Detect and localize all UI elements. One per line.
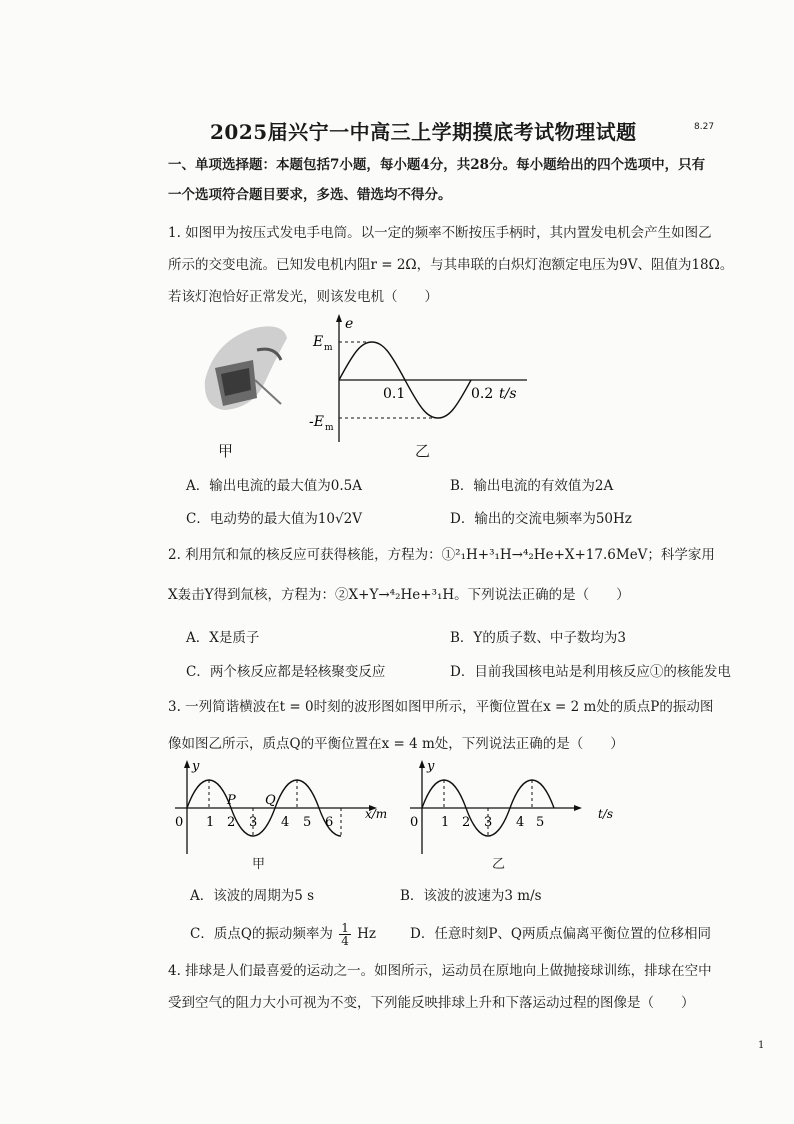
q1-line2: 所示的交变电流。已知发电机内阻r = 2Ω，与其串联的白炽灯泡额定电压为9V、阻值为18Ω。 [168,257,734,273]
svg-text:1: 1 [206,815,215,830]
page-title: 2025届兴宁一中高三上学期摸底考试物理试题 [210,120,637,144]
q2-option-c: C．两个核反应都是轻核聚变反应 [186,664,386,680]
q1-t-unit: t/s [499,386,517,402]
q1-option-b: B．输出电流的有效值为2A [450,478,614,494]
q1-y-arrow [336,314,342,322]
q1-em-label: E [313,334,324,350]
q1-y-label: e [345,316,354,332]
q1-fig-jia-label: 甲 [218,442,234,460]
svg-text:y: y [192,759,200,774]
q2-option-a: A．X是质子 [186,630,260,646]
q1-line3: 若该灯泡恰好正常发光，则该发电机（ ） [168,289,438,305]
q3-fig-yi-label: 乙 [492,857,506,872]
page-number: 1 [758,1040,765,1051]
q1-neg-em-label: -E [309,414,324,430]
svg-text:0: 0 [410,815,419,830]
svg-text:x/m: x/m [365,807,388,821]
q2-option-b: B．Y的质子数、中子数均为3 [450,630,626,646]
q1-line1: 1. 如图甲为按压式发电手电筒。以一定的频率不断按压手柄时，其内置发电机会产生如图乙 [168,225,712,241]
flashlight-photo [195,320,295,420]
q1-tick-02: 0.2 [471,386,494,402]
q1-option-d: D．输出的交流电频率为50Hz [450,511,632,527]
q3-point-p: P [227,793,236,808]
q2-option-d: D．目前我国核电站是利用核反应①的核能发电 [450,664,731,680]
q1-option-c: C．电动势的最大值为10√2V [186,511,362,527]
q3-vibration-graph [400,758,630,858]
svg-text:1: 1 [441,815,450,830]
q1-option-a: A．输出电流的最大值为0.5A [186,478,362,494]
q1-em-sub: m [324,343,333,353]
q3-fig-jia-label: 甲 [252,857,266,872]
q2-line1: 2. 利用氘和氚的核反应可获得核能，方程为：①²₁H+³₁H→⁴₂He+X+17.6MeV；科学家用 [168,547,715,563]
date-note: 8.27 [694,122,715,132]
q3-option-b: B．该波的波速为3 m/s [400,888,542,904]
q1-tick-01: 0.1 [383,386,406,402]
q3-option-c: C．质点Q的振动频率为 $\frac{1}{4}$ Hz [190,921,377,948]
svg-text:3: 3 [249,815,258,830]
q3-option-a: A．该波的周期为5 s [190,888,315,904]
svg-text:4: 4 [281,815,290,830]
svg-text:6: 6 [325,815,334,830]
section-heading-line2: 一个选项符合题目要求，多选、错选均不得分。 [168,187,452,203]
q3-line2: 像如图乙所示，质点Q的平衡位置在x = 4 m处，下列说法正确的是（ ） [168,736,624,752]
q4-line1: 4. 排球是人们最喜爱的运动之一。如图所示，运动员在原地向上做抛接球训练，排球在空中 [168,963,712,979]
q3-line1: 3. 一列简谐横波在t = 0时刻的波形图如图甲所示，平衡位置在x = 2 m处的质点P的振动图 [168,699,714,715]
svg-text:3: 3 [484,815,493,830]
svg-text:t/s: t/s [598,807,614,821]
q4-line2: 受到空气的阻力大小可视为不变，下列能反映排球上升和下落运动过程的图像是（ ） [168,995,695,1011]
q1-fig-yi-label: 乙 [415,442,431,460]
svg-text:5: 5 [536,815,545,830]
q2-line2: X轰击Y得到氚核，方程为：②X+Y→⁴₂He+³₁H。下列说法正确的是（ ） [168,587,630,603]
svg-text:0: 0 [175,815,184,830]
svg-text:2: 2 [462,815,471,830]
q3-point-q: Q [265,793,276,808]
section-heading-line1: 一、单项选择题：本题包括7小题，每小题4分，共28分。每小题给出的四个选项中，只有 [168,157,706,173]
q1-neg-em-sub: m [325,423,334,433]
svg-text:2: 2 [227,815,236,830]
svg-text:4: 4 [516,815,525,830]
svg-text:y: y [427,759,435,774]
q3-option-d: D．任意时刻P、Q两质点偏离平衡位置的位移相同 [410,926,711,942]
q1-emf-graph [305,312,535,447]
q3-wave-graph [165,758,395,858]
svg-text:5: 5 [303,815,312,830]
